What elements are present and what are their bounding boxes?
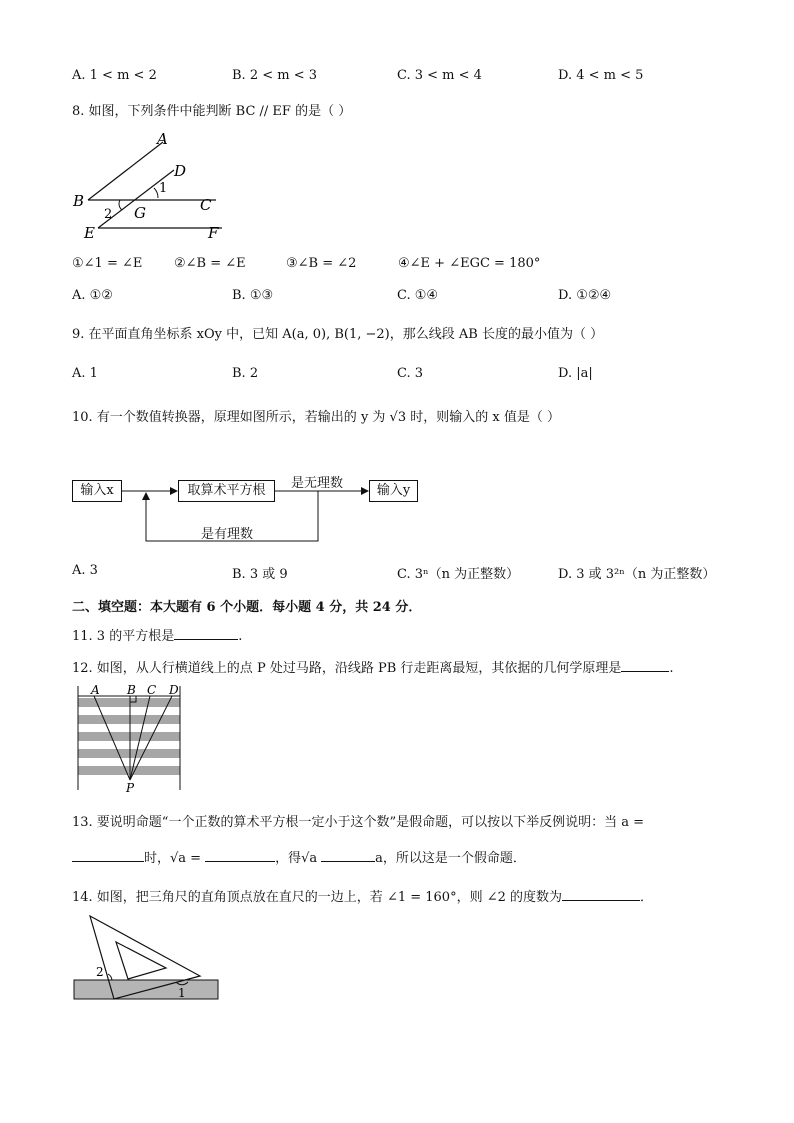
q7-option-b: B. 2 < m < 3	[232, 68, 318, 83]
q8-figure	[68, 128, 238, 240]
q8-label-2: 2	[104, 207, 113, 222]
q8-condition-2: ②∠B = ∠E	[174, 256, 246, 271]
q13-blank-2[interactable]	[205, 849, 275, 862]
q12-text	[72, 657, 674, 676]
flow-input-box: 输入x	[72, 480, 122, 502]
q8-label-1: 1	[159, 181, 168, 196]
q8-label-e: E	[84, 224, 95, 240]
q8-angle-arc-2	[119, 200, 122, 210]
q10-option-b: B. 3 或 9	[232, 567, 288, 582]
q14-text	[72, 886, 653, 905]
q8-angle-arc-1	[154, 188, 158, 198]
q8-option-c: C. ①④	[397, 288, 439, 303]
q8-label-a: A	[157, 130, 168, 148]
q14-label-2: 2	[96, 965, 104, 979]
q12-label-c: C	[147, 684, 157, 697]
q8-condition-4: ④∠E + ∠EGC = 180°	[398, 256, 541, 271]
q8-condition-3: ③∠B = ∠2	[286, 256, 357, 271]
q13-line1: 13. 要说明命题“一个正数的算术平方根一定小于这个数”是假命题，可以按以下举反例说明：当 a =	[72, 815, 645, 830]
q9-option-a: A. 1	[72, 366, 98, 381]
q8-option-a: A. ①②	[72, 288, 113, 303]
flow-label-irrational: 是无理数	[291, 476, 344, 491]
q11-answer-blank[interactable]	[174, 627, 238, 640]
q10-option-d: D. 3 或 3²ⁿ（n 为正整数）	[558, 567, 716, 582]
triangle-inner	[116, 942, 166, 979]
q11-text	[72, 625, 242, 644]
q12-label-p: P	[126, 781, 135, 795]
q7-option-a: A. 1 < m < 2	[72, 68, 157, 83]
q12-label-d: D	[169, 684, 179, 697]
q8-option-b: B. ①③	[232, 288, 274, 303]
q9-option-c: C. 3	[397, 366, 424, 381]
flow-process-box: 取算术平方根	[178, 480, 275, 502]
q8-label-b: B	[73, 192, 85, 210]
q8-label-d: D	[174, 162, 187, 180]
q11-post: .	[238, 629, 243, 644]
q12-crosswalk-figure	[72, 684, 188, 796]
q8-line-ba	[88, 142, 163, 200]
q14-pre: 14. 如图，把三角尺的直角顶点放在直尺的一边上，若 ∠1 = 160°，则 ∠2 的度数为	[72, 890, 563, 905]
q13-line2	[72, 847, 526, 866]
q12-pre: 12. 如图，从人行横道线上的点 P 处过马路，沿线路 PB 行走距离最短，其依据的几何学原理是	[72, 661, 622, 676]
q8-label-c: C	[200, 196, 212, 214]
q13-sqrt-a2: √a	[301, 851, 318, 866]
q8-option-d: D. ①②④	[558, 288, 612, 303]
q14-triangle-ruler-figure	[72, 912, 222, 1004]
q8-label-f: F	[208, 224, 219, 240]
q12-post: .	[669, 661, 674, 676]
q9-option-d: D. |a|	[558, 366, 593, 381]
q11-pre: 11. 3 的平方根是	[72, 629, 175, 644]
q13-t2: ，得	[275, 851, 302, 866]
q13-sqrt-a: √a =	[170, 851, 202, 866]
q10-option-a: A. 3	[72, 563, 98, 578]
flow-label-rational: 是有理数	[201, 527, 254, 542]
q7-option-d: D. 4 < m < 5	[558, 68, 644, 83]
q12-answer-blank[interactable]	[621, 659, 669, 672]
q13-blank-1[interactable]	[72, 849, 144, 862]
q13-blank-3[interactable]	[321, 849, 375, 862]
q10-stem: 10. 有一个数值转换器，原理如图所示，若输出的 y 为 √3 时，则输入的 x 值是（ ）	[72, 410, 560, 425]
q7-option-c: C. 3 < m < 4	[397, 68, 482, 83]
q8-condition-1: ①∠1 = ∠E	[72, 256, 143, 271]
q14-answer-blank[interactable]	[562, 888, 640, 901]
q13-t1: 时，	[144, 851, 171, 866]
flow-output-box: 输入y	[369, 480, 418, 502]
q13-t3: a，所以这是一个假命题．	[375, 851, 526, 866]
ruler	[74, 980, 218, 999]
q12-label-a: A	[91, 684, 100, 697]
q10-option-c: C. 3ⁿ（n 为正整数）	[397, 567, 520, 582]
q14-label-1: 1	[178, 986, 186, 1000]
q14-post: ．	[640, 890, 654, 905]
q12-label-b: B	[127, 684, 136, 697]
q9-option-b: B. 2	[232, 366, 259, 381]
q8-label-g: G	[134, 204, 146, 222]
q8-stem: 8. 如图，下列条件中能判断 BC // EF 的是（ ）	[72, 104, 352, 119]
q9-stem: 9. 在平面直角坐标系 xOy 中，已知 A(a, 0), B(1, −2)，那么线段 AB 长度的最小值为（ ）	[72, 327, 604, 342]
section-2-title: 二、填空题：本大题有 6 个小题．每小题 4 分，共 24 分．	[72, 600, 422, 615]
